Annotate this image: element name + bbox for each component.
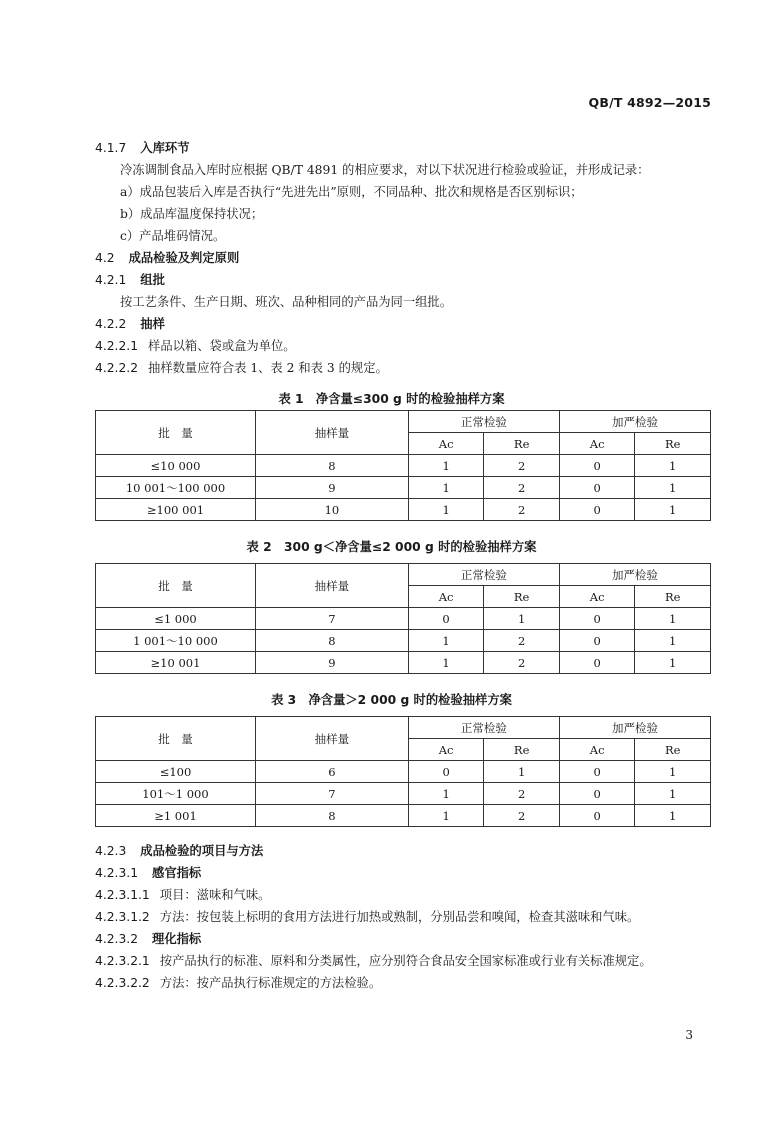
column-header-sample: 抽样量 xyxy=(255,564,408,608)
table-cell: 1 xyxy=(635,630,711,652)
table-cell: 0 xyxy=(559,608,635,630)
list-item: b）成品库温度保持状况； xyxy=(120,207,264,221)
table-cell: 2 xyxy=(484,499,560,521)
table-cell: 1 xyxy=(484,761,560,783)
table-cell: 0 xyxy=(559,652,635,674)
table-cell: 9 xyxy=(255,652,408,674)
table-caption: 表 1 净含量≤300 g 时的检验抽样方案 xyxy=(278,392,505,406)
column-header-ac: Ac xyxy=(559,739,635,761)
column-header-ac: Ac xyxy=(408,433,484,455)
clause-4-2-3-2-2: 4.2.3.2.2 方法：按产品执行标准规定的方法检验。 xyxy=(95,976,382,990)
table-row xyxy=(96,455,711,477)
column-header-re: Re xyxy=(635,433,711,455)
table-cell: 1 xyxy=(635,652,711,674)
column-header-sample: 抽样量 xyxy=(255,411,408,455)
table-cell: 2 xyxy=(484,783,560,805)
column-header-ac: Ac xyxy=(559,586,635,608)
table-cell: 0 xyxy=(559,805,635,827)
table-cell: 0 xyxy=(559,455,635,477)
table-cell: 0 xyxy=(408,608,484,630)
paragraph: 按工艺条件、生产日期、班次、品种相同的产品为同一组批。 xyxy=(120,295,453,309)
table-cell: 2 xyxy=(484,630,560,652)
table-cell: 1 xyxy=(635,455,711,477)
table-cell: 1 xyxy=(408,499,484,521)
column-header-strict: 加严检验 xyxy=(559,564,710,586)
table-cell: ≥1 001 xyxy=(96,805,256,827)
table-cell: 7 xyxy=(255,783,408,805)
table-cell: 1 xyxy=(408,783,484,805)
table-cell: 1 xyxy=(408,477,484,499)
clause-4-2-3-2-1: 4.2.3.2.1 按产品执行的标准、原料和分类属性，应分别符合食品安全国家标准或行业有关标准规定。 xyxy=(95,954,652,968)
table-cell: ≤10 000 xyxy=(96,455,256,477)
column-header-ac: Ac xyxy=(408,586,484,608)
table-cell: 2 xyxy=(484,805,560,827)
table-cell: 8 xyxy=(255,630,408,652)
table-cell: 101～1 000 xyxy=(96,783,256,805)
section-heading-4-2: 4.2 成品检验及判定原则 xyxy=(95,251,240,265)
table-caption: 表 2 300 g＜净含量≤2 000 g 时的检验抽样方案 xyxy=(246,540,537,554)
table-cell: 1 xyxy=(635,499,711,521)
table-cell: 0 xyxy=(559,630,635,652)
table-cell: 1 xyxy=(408,805,484,827)
table-cell: 2 xyxy=(484,652,560,674)
table-cell: 0 xyxy=(559,477,635,499)
table-cell: 2 xyxy=(484,477,560,499)
table-cell: 0 xyxy=(559,499,635,521)
table-cell: 8 xyxy=(255,805,408,827)
table-cell: 1 xyxy=(635,805,711,827)
clause-4-2-3-1-2: 4.2.3.1.2 方法：按包装上标明的食用方法进行加热或熟制，分别品尝和嗅闻，检查其滋味和气味。 xyxy=(95,910,640,924)
table-cell: ≤100 xyxy=(96,761,256,783)
section-heading-4-2-3: 4.2.3 成品检验的项目与方法 xyxy=(95,844,264,858)
table-row xyxy=(96,608,711,630)
page-number: 3 xyxy=(685,1028,693,1042)
table-cell: 0 xyxy=(408,761,484,783)
section-heading-4-2-3-1: 4.2.3.1 感官指标 xyxy=(95,866,202,880)
list-item: a）成品包装后入库是否执行“先进先出”原则，不同品种、批次和规格是否区别标识； xyxy=(120,185,583,199)
column-header-batch: 批 量 xyxy=(96,564,256,608)
table-row xyxy=(96,630,711,652)
sampling-table-2 xyxy=(95,563,711,674)
table-row xyxy=(96,783,711,805)
list-item: c）产品堆码情况。 xyxy=(120,229,226,243)
table-cell: 1 xyxy=(635,761,711,783)
paragraph: 冷冻调制食品入库时应根据 QB/T 4891 的相应要求，对以下状况进行检验或验证，并形成记录： xyxy=(120,163,650,177)
table-cell: 2 xyxy=(484,455,560,477)
section-heading-4-2-3-2: 4.2.3.2 理化指标 xyxy=(95,932,202,946)
column-header-normal: 正常检验 xyxy=(408,564,559,586)
table-row xyxy=(96,477,711,499)
column-header-batch: 批 量 xyxy=(96,411,256,455)
table-cell: ≤1 000 xyxy=(96,608,256,630)
clause-4-2-2-2: 4.2.2.2 抽样数量应符合表 1、表 2 和表 3 的规定。 xyxy=(95,361,388,375)
column-header-re: Re xyxy=(635,586,711,608)
column-header-re: Re xyxy=(484,739,560,761)
table-row xyxy=(96,805,711,827)
column-header-normal: 正常检验 xyxy=(408,717,559,739)
column-header-normal: 正常检验 xyxy=(408,411,559,433)
standard-code: QB/T 4892—2015 xyxy=(588,95,711,110)
table-cell: 1 001～10 000 xyxy=(96,630,256,652)
clause-4-2-2-1: 4.2.2.1 样品以箱、袋或盒为单位。 xyxy=(95,339,296,353)
table-row xyxy=(96,761,711,783)
table-cell: 0 xyxy=(559,783,635,805)
column-header-re: Re xyxy=(484,586,560,608)
section-heading-4-2-1: 4.2.1 组批 xyxy=(95,273,165,287)
table-cell: 7 xyxy=(255,608,408,630)
column-header-strict: 加严检验 xyxy=(559,411,710,433)
sampling-table-3 xyxy=(95,716,711,827)
table-cell: 1 xyxy=(484,608,560,630)
column-header-ac: Ac xyxy=(408,739,484,761)
clause-4-2-3-1-1: 4.2.3.1.1 项目：滋味和气味。 xyxy=(95,888,271,902)
column-header-strict: 加严检验 xyxy=(559,717,710,739)
table-cell: 1 xyxy=(635,608,711,630)
section-heading-4-1-7: 4.1.7 入库环节 xyxy=(95,141,190,155)
table-row xyxy=(96,499,711,521)
table-cell: 8 xyxy=(255,455,408,477)
column-header-sample: 抽样量 xyxy=(255,717,408,761)
table-cell: 9 xyxy=(255,477,408,499)
table-cell: 10 001～100 000 xyxy=(96,477,256,499)
table-cell: 1 xyxy=(635,477,711,499)
table-cell: 10 xyxy=(255,499,408,521)
table-caption: 表 3 净含量＞2 000 g 时的检验抽样方案 xyxy=(271,693,512,707)
column-header-ac: Ac xyxy=(559,433,635,455)
table-cell: 0 xyxy=(559,761,635,783)
table-row xyxy=(96,652,711,674)
section-heading-4-2-2: 4.2.2 抽样 xyxy=(95,317,165,331)
table-cell: 1 xyxy=(408,630,484,652)
column-header-re: Re xyxy=(635,739,711,761)
table-cell: 1 xyxy=(635,783,711,805)
table-cell: ≥100 001 xyxy=(96,499,256,521)
sampling-table-1 xyxy=(95,410,711,521)
table-cell: 1 xyxy=(408,455,484,477)
table-cell: ≥10 001 xyxy=(96,652,256,674)
table-cell: 1 xyxy=(408,652,484,674)
column-header-batch: 批 量 xyxy=(96,717,256,761)
column-header-re: Re xyxy=(484,433,560,455)
table-cell: 6 xyxy=(255,761,408,783)
